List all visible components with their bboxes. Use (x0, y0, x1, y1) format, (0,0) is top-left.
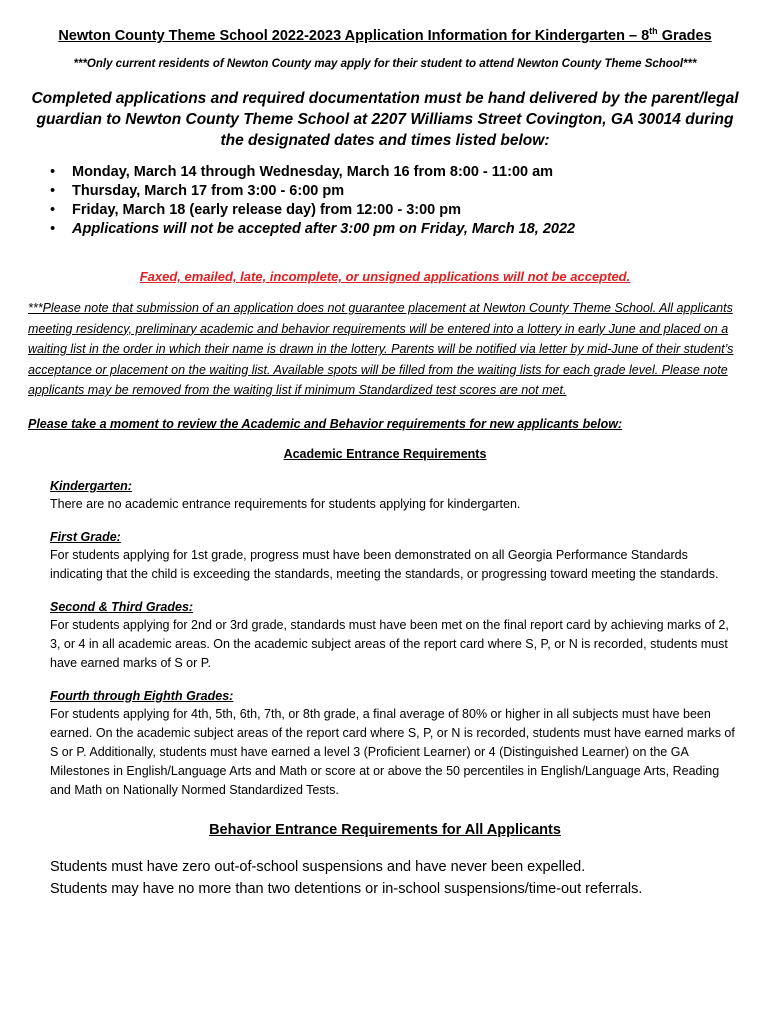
review-prompt: Please take a moment to review the Academic and Behavior requirements for new applicants below: (28, 416, 623, 431)
date-item: • Thursday, March 17 from 3:00 - 6:00 pm (50, 182, 742, 201)
behavior-line: Students may have no more than two detentions or in-school suspensions/time-out referrals. (50, 880, 643, 897)
title-superscript: th (649, 26, 658, 37)
grade-section-kindergarten (28, 477, 742, 514)
grade-title: First Grade: (50, 529, 121, 544)
title-end: Grades (657, 28, 712, 44)
grade-text: There are no academic entrance requirements for students applying for kindergarten. (50, 496, 521, 511)
academic-requirements-title: Academic Entrance Requirements (283, 446, 487, 461)
date-item: • Monday, March 14 through Wednesday, March 16 from 8:00 - 11:00 am (50, 163, 742, 182)
lottery-note: ***Please note that submission of an application does not guarantee placement at Newton County Theme School. All applicants meeting residency, preliminary academic and behavior requirements will be entered into a lottery in early June and placed on a waiting list in the order in which their name is drawn in the lottery. Parents will be notified via letter by mid-June of their student’s acceptance or placement on the waiting list. Available spots will be filled from the waiting lists for each grade level. Please note applicants may be removed from the waiting list if minimum Standardized test scores are not met. (28, 301, 734, 397)
document-title (28, 26, 742, 46)
behavior-requirements-title: Behavior Entrance Requirements for All Applicants (209, 821, 561, 838)
grade-text: For students applying for 1st grade, progress must have been demonstrated on all Georgia Performance Standards indicating that the child is exceeding the standards, meeting the standards, or progressing toward meeting the standards. (50, 547, 719, 581)
behavior-requirements (28, 856, 742, 900)
rejection-warning: Faxed, emailed, late, incomplete, or unsigned applications will not be accepted. (139, 269, 631, 284)
grade-section-first (28, 528, 742, 584)
delivery-dates-list (28, 163, 742, 239)
grade-title: Kindergarten: (50, 478, 132, 493)
title-main: Newton County Theme School 2022-2023 Application Information for Kindergarten – 8 (58, 28, 650, 44)
date-item: • Friday, March 18 (early release day) from 12:00 - 3:00 pm (50, 201, 742, 220)
date-item-deadline: • Applications will not be accepted after 3:00 pm on Friday, March 18, 2022 (50, 220, 742, 239)
behavior-line: Students must have zero out-of-school suspensions and have never been expelled. (50, 858, 586, 875)
grade-text: For students applying for 4th, 5th, 6th, 7th, or 8th grade, a final average of 80% or higher in all subjects must have been earned. On the academic subject areas of the report card where S, P, or N is recorded, students must have earned marks of S or P. Additionally, students must have earned a level 3 (Proficient Learner) or 4 (Distinguished Learner) on the GA Milestones in English/Language Arts and Math or score at or above the 50 percentiles in English/Language Arts, Reading and Math on Nationally Normed Standardized Tests. (50, 706, 735, 797)
grade-section-fourth-eighth (28, 687, 742, 800)
residents-note: ***Only current residents of Newton County may apply for their student to attend Newton County Theme School*** (73, 58, 697, 70)
grade-title: Fourth through Eighth Grades: (50, 688, 234, 703)
delivery-instructions: Completed applications and required documentation must be hand delivered by the parent/legal guardian to Newton County Theme School at 2207 Williams Street Covington, GA 30014 during the designated dates and times listed below: (31, 90, 739, 149)
grade-section-second-third (28, 598, 742, 673)
grade-title: Second & Third Grades: (50, 599, 194, 614)
grade-text: For students applying for 2nd or 3rd grade, standards must have been met on the final report card by achieving marks of 2, 3, or 4 in all academic areas. On the academic subject areas of the report card where S, P, or N is recorded, students must have earned marks of S or P. (50, 617, 729, 670)
